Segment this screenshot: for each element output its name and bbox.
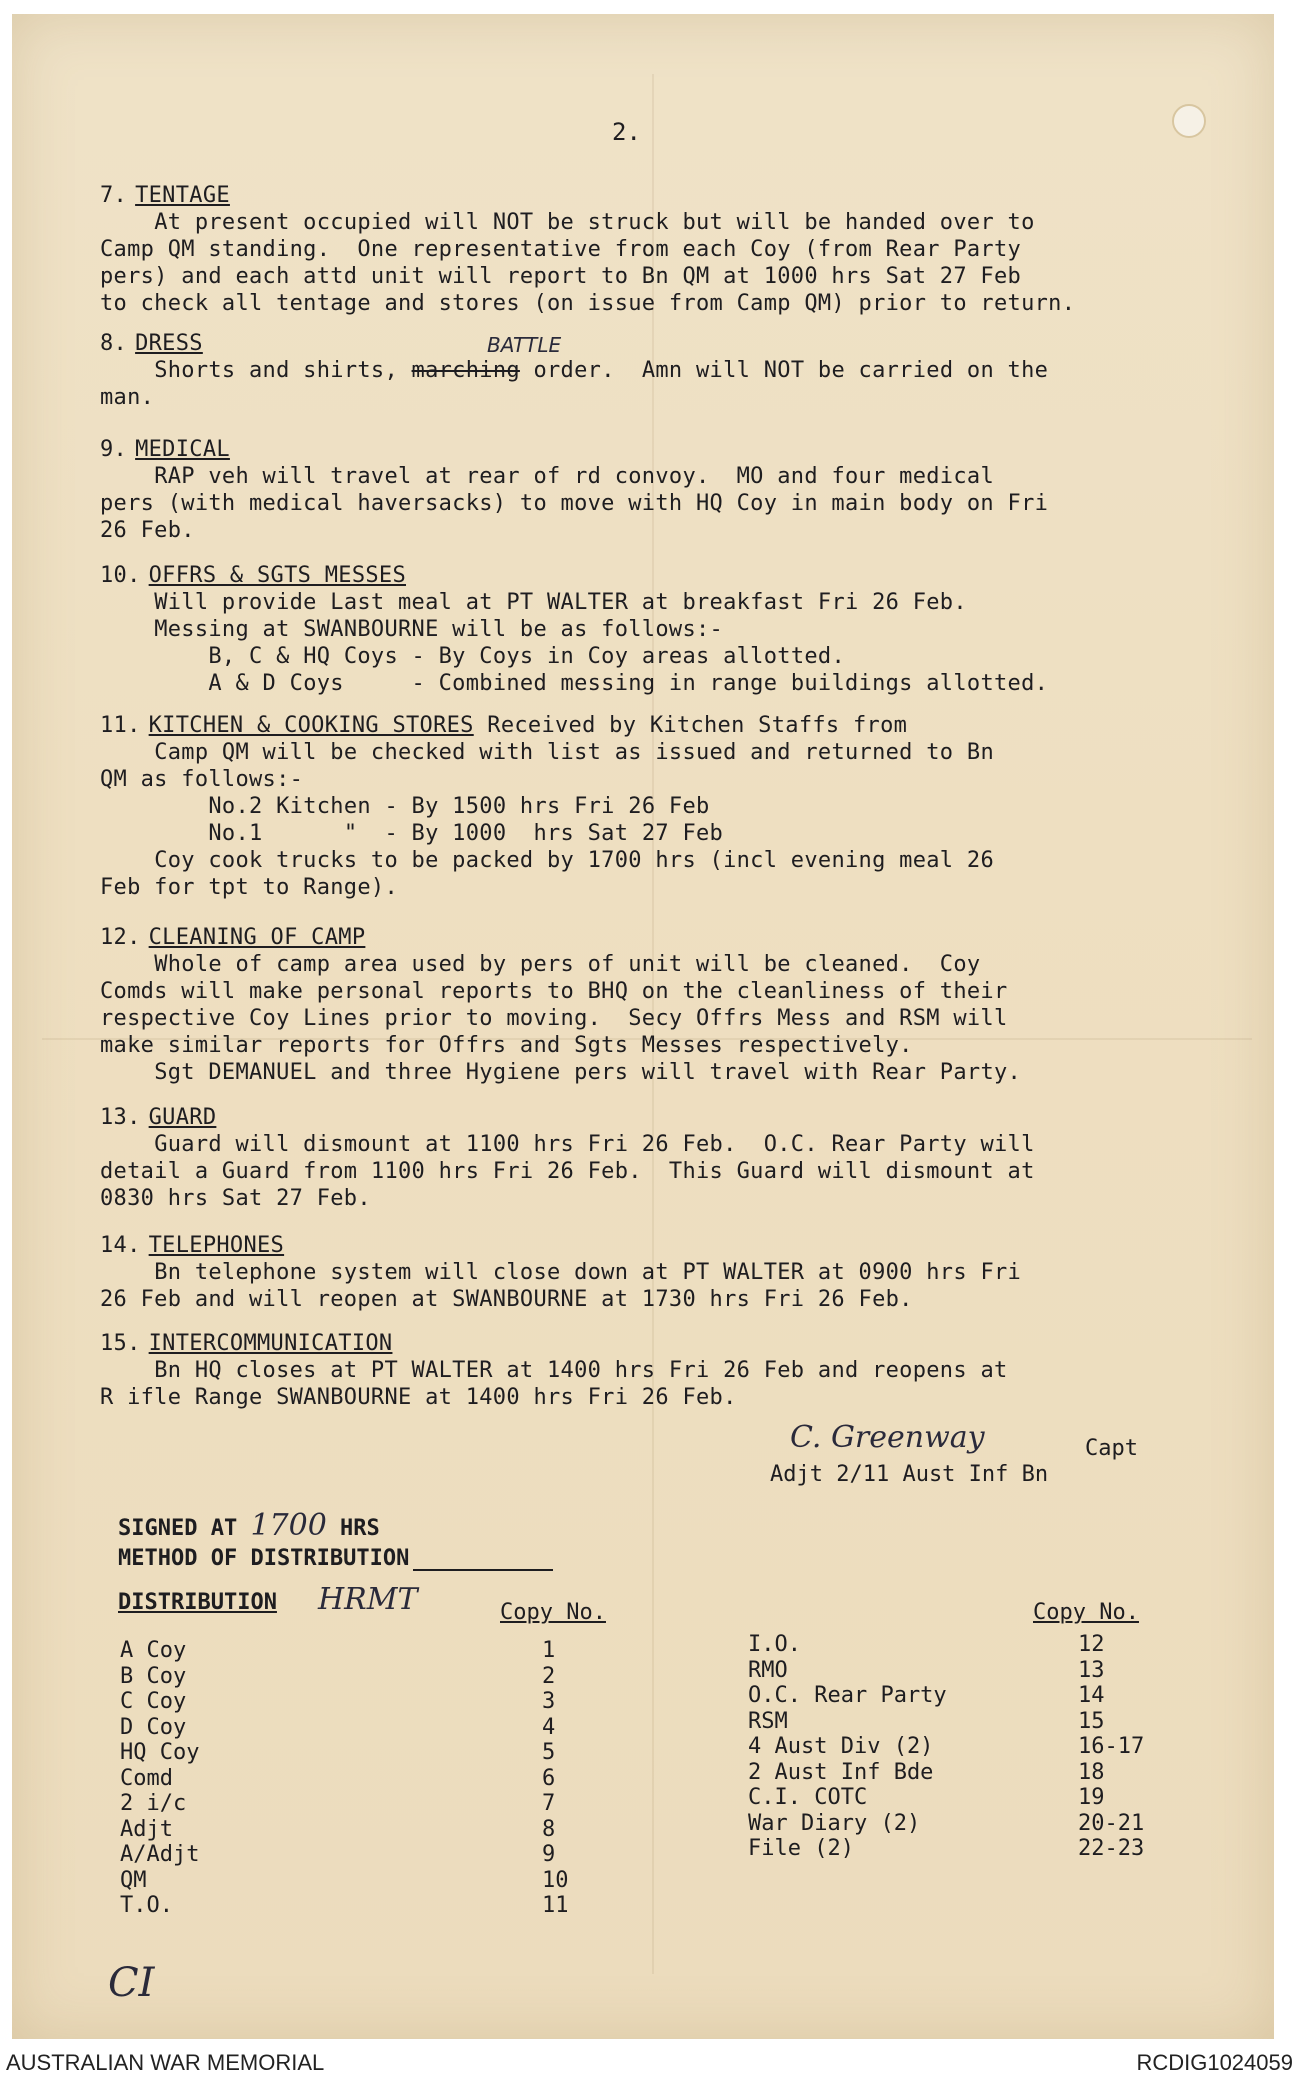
distribution-unit: QM bbox=[120, 1867, 147, 1893]
distribution-copy-no: 15 bbox=[1078, 1708, 1105, 1734]
section-line: No.1 " - By 1000 hrs Sat 27 Feb bbox=[100, 821, 724, 846]
signed-at: SIGNED AT 1700 HRS bbox=[118, 1508, 380, 1543]
distribution-copy-no: 2 bbox=[542, 1663, 556, 1689]
distribution-copy-no: 20-21 bbox=[1078, 1810, 1145, 1836]
section-title: KITCHEN & COOKING STORES bbox=[148, 713, 474, 738]
distribution-handwritten: HRMT bbox=[318, 1582, 418, 1617]
distribution-row bbox=[748, 1811, 1158, 1837]
section-line: pers) and each attd unit will report to Bn QM at 1000 hrs Sat 27 Feb bbox=[100, 264, 1022, 289]
section-line: Will provide Last meal at PT WALTER at breakfast Fri 26 Feb. bbox=[100, 590, 967, 615]
distribution-row bbox=[120, 1766, 622, 1792]
method-of-distribution: METHOD OF DISTRIBUTION bbox=[118, 1546, 553, 1571]
dress-text: Shorts and shirts, bbox=[100, 358, 412, 383]
section-line: No.2 Kitchen - By 1500 hrs Fri 26 Feb bbox=[100, 794, 710, 819]
section-title: MEDICAL bbox=[135, 437, 230, 462]
distribution-copy-no: 9 bbox=[542, 1842, 556, 1867]
section-cleaning-of-camp bbox=[100, 924, 1200, 1086]
distribution-row bbox=[120, 1893, 622, 1919]
distribution-unit: Comd bbox=[120, 1765, 173, 1791]
handwritten-insert: BATTLE bbox=[487, 333, 562, 357]
punch-hole bbox=[1172, 104, 1206, 138]
section-number: 15. bbox=[100, 1331, 141, 1356]
distribution-copy-no: 12 bbox=[1078, 1632, 1105, 1657]
section-line: Guard will dismount at 1100 hrs Fri 26 Feb. O.C. Rear Party will bbox=[100, 1132, 1035, 1157]
section-intercommunication bbox=[100, 1330, 1200, 1411]
section-line: respective Coy Lines prior to moving. Secy Offrs Mess and RSM will bbox=[100, 1006, 1008, 1031]
distribution-copy-no: 7 bbox=[542, 1791, 556, 1816]
section-line: Sgt DEMANUEL and three Hygiene pers will travel with Rear Party. bbox=[100, 1060, 1022, 1085]
section-line: 26 Feb and will reopen at SWANBOURNE at 1730 hrs Fri 26 Feb. bbox=[100, 1287, 913, 1312]
section-line: Whole of camp area used by pers of unit will be cleaned. Coy bbox=[100, 952, 981, 977]
section-number: 7. bbox=[100, 183, 128, 208]
distribution-unit: Adjt bbox=[120, 1816, 173, 1842]
section-line: Coy cook trucks to be packed by 1700 hrs (incl evening meal 26 bbox=[100, 848, 994, 873]
signed-time: 1700 bbox=[250, 1508, 327, 1543]
section-line: Camp QM will be checked with list as issued and returned to Bn bbox=[100, 740, 994, 765]
distribution-copy-no: 6 bbox=[542, 1765, 556, 1791]
section-number: 8. bbox=[100, 331, 128, 356]
section-number: 14. bbox=[100, 1233, 141, 1258]
distribution-row bbox=[748, 1734, 1158, 1760]
distribution-row bbox=[748, 1683, 1158, 1709]
section-dress bbox=[100, 330, 1200, 411]
distribution-copy-no: 3 bbox=[542, 1689, 556, 1714]
copy-no-header-right: Copy No. bbox=[1033, 1600, 1139, 1625]
distribution-unit: War Diary (2) bbox=[748, 1810, 921, 1836]
section-line: R ifle Range SWANBOURNE at 1400 hrs Fri 26 Feb. bbox=[100, 1385, 737, 1410]
section-title: TENTAGE bbox=[135, 183, 230, 208]
section-line: B, C & HQ Coys - By Coys in Coy areas allotted. bbox=[100, 644, 845, 669]
distribution-row bbox=[748, 1632, 1158, 1658]
distribution-unit: 4 Aust Div (2) bbox=[748, 1734, 934, 1759]
distribution-copy-no: 5 bbox=[542, 1740, 556, 1765]
distribution-copy-no: 8 bbox=[542, 1816, 556, 1842]
distribution-row bbox=[120, 1817, 622, 1843]
distribution-unit: A/Adjt bbox=[120, 1842, 200, 1867]
section-kitchen-cooking-stores bbox=[100, 712, 1200, 901]
section-medical bbox=[100, 436, 1200, 544]
section-number: 11. bbox=[100, 713, 141, 738]
section-line: Camp QM standing. One representative from each Coy (from Rear Party bbox=[100, 237, 1022, 262]
section-line: to check all tentage and stores (on issue from Camp QM) prior to return. bbox=[100, 291, 1076, 316]
section-number: 9. bbox=[100, 437, 128, 462]
section-offrs-sgts-messes bbox=[100, 562, 1200, 697]
distribution-label: DISTRIBUTION bbox=[118, 1590, 277, 1615]
signatory-rank: Capt bbox=[1085, 1436, 1138, 1461]
signature: C. Greenway bbox=[790, 1420, 985, 1455]
distribution-row bbox=[748, 1658, 1158, 1684]
section-line: 0830 hrs Sat 27 Feb. bbox=[100, 1186, 371, 1211]
section-line: Bn telephone system will close down at PT WALTER at 0900 hrs Fri bbox=[100, 1260, 1022, 1285]
section-tentage bbox=[100, 182, 1200, 317]
distribution-copy-no: 18 bbox=[1078, 1759, 1105, 1785]
distribution-copy-no: 13 bbox=[1078, 1657, 1105, 1683]
footer-institution: AUSTRALIAN WAR MEMORIAL bbox=[6, 2050, 325, 2075]
section-line: 26 Feb. bbox=[100, 518, 195, 543]
distribution-unit: C Coy bbox=[120, 1689, 187, 1714]
distribution-row bbox=[120, 1740, 622, 1766]
section-telephones bbox=[100, 1232, 1200, 1313]
section-line: Comds will make personal reports to BHQ on the cleanliness of their bbox=[100, 979, 1008, 1004]
distribution-row bbox=[120, 1689, 622, 1715]
section-title: DRESS bbox=[135, 331, 203, 356]
dress-text: order. Amn will NOT be carried on the bbox=[519, 358, 1049, 383]
section-title: TELEPHONES bbox=[148, 1233, 285, 1258]
distribution-row bbox=[120, 1791, 622, 1817]
distribution-row bbox=[120, 1842, 622, 1868]
handwritten-initials: CI bbox=[108, 1960, 155, 2006]
distribution-unit: File (2) bbox=[748, 1836, 854, 1861]
distribution-copy-no: 16-17 bbox=[1078, 1734, 1145, 1759]
blank-line bbox=[413, 1569, 553, 1571]
distribution-copy-no: 14 bbox=[1078, 1683, 1105, 1708]
distribution-unit: HQ Coy bbox=[120, 1740, 200, 1765]
section-title: CLEANING OF CAMP bbox=[148, 925, 366, 950]
distribution-unit: O.C. Rear Party bbox=[748, 1683, 947, 1708]
distribution-copy-no: 4 bbox=[542, 1714, 556, 1740]
section-line: Feb for tpt to Range). bbox=[100, 875, 398, 900]
struck-word: marching bbox=[411, 358, 520, 383]
distribution-unit: RMO bbox=[748, 1657, 788, 1683]
distribution-unit: I.O. bbox=[748, 1632, 801, 1657]
section-number: 12. bbox=[100, 925, 141, 950]
distribution-row bbox=[120, 1715, 622, 1741]
section-number: 13. bbox=[100, 1105, 141, 1130]
distribution-copy-no: 1 bbox=[542, 1638, 556, 1663]
section-title: OFFRS & SGTS MESSES bbox=[148, 563, 406, 588]
section-line: A & D Coys - Combined messing in range buildings allotted. bbox=[100, 671, 1049, 696]
section-line: Messing at SWANBOURNE will be as follows:- bbox=[100, 617, 724, 642]
distribution-row bbox=[120, 1638, 622, 1664]
section-title: GUARD bbox=[148, 1105, 217, 1130]
distribution-row bbox=[748, 1836, 1158, 1862]
distribution-row bbox=[748, 1709, 1158, 1735]
section-line: make similar reports for Offrs and Sgts Messes respectively. bbox=[100, 1033, 913, 1058]
distribution-row bbox=[120, 1664, 622, 1690]
distribution-unit: B Coy bbox=[120, 1663, 187, 1689]
distribution-copy-no: 19 bbox=[1078, 1785, 1105, 1810]
distribution-unit: T.O. bbox=[120, 1893, 173, 1918]
distribution-row bbox=[748, 1785, 1158, 1811]
section-line: Bn HQ closes at PT WALTER at 1400 hrs Fri 26 Feb and reopens at bbox=[100, 1358, 1008, 1383]
distribution-list-right bbox=[748, 1632, 1158, 1862]
distribution-unit: D Coy bbox=[120, 1714, 187, 1740]
distribution-unit: A Coy bbox=[120, 1638, 187, 1663]
distribution-list-left bbox=[120, 1638, 622, 1919]
distribution-copy-no: 10 bbox=[542, 1867, 569, 1893]
section-title: INTERCOMMUNICATION bbox=[148, 1331, 393, 1356]
copy-no-header-left: Copy No. bbox=[500, 1600, 606, 1625]
distribution-unit: RSM bbox=[748, 1708, 788, 1734]
section-number: 10. bbox=[100, 563, 141, 588]
distribution-unit: 2 i/c bbox=[120, 1791, 187, 1816]
distribution-copy-no: 22-23 bbox=[1078, 1836, 1145, 1861]
distribution-unit: C.I. COTC bbox=[748, 1785, 868, 1810]
dress-text: man. bbox=[100, 385, 155, 410]
section-line: RAP veh will travel at rear of rd convoy. MO and four medical bbox=[100, 464, 994, 489]
distribution-row bbox=[748, 1760, 1158, 1786]
footer-reference: RCDIG1024059 bbox=[1136, 2050, 1293, 2075]
page-number: 2. bbox=[612, 118, 641, 146]
signatory-appointment: Adjt 2/11 Aust Inf Bn bbox=[770, 1462, 1049, 1487]
section-line: pers (with medical haversacks) to move with HQ Coy in main body on Fri bbox=[100, 491, 1049, 516]
distribution-unit: 2 Aust Inf Bde bbox=[748, 1759, 934, 1785]
distribution-copy-no: 11 bbox=[542, 1893, 569, 1918]
section-line: At present occupied will NOT be struck but will be handed over to bbox=[100, 210, 1035, 235]
section-line: QM as follows:- bbox=[100, 767, 304, 792]
section-line: detail a Guard from 1100 hrs Fri 26 Feb. This Guard will dismount at bbox=[100, 1159, 1035, 1184]
section-guard bbox=[100, 1104, 1200, 1212]
section-title-tail: Received by Kitchen Staffs from bbox=[473, 713, 908, 738]
distribution-row bbox=[120, 1868, 622, 1894]
